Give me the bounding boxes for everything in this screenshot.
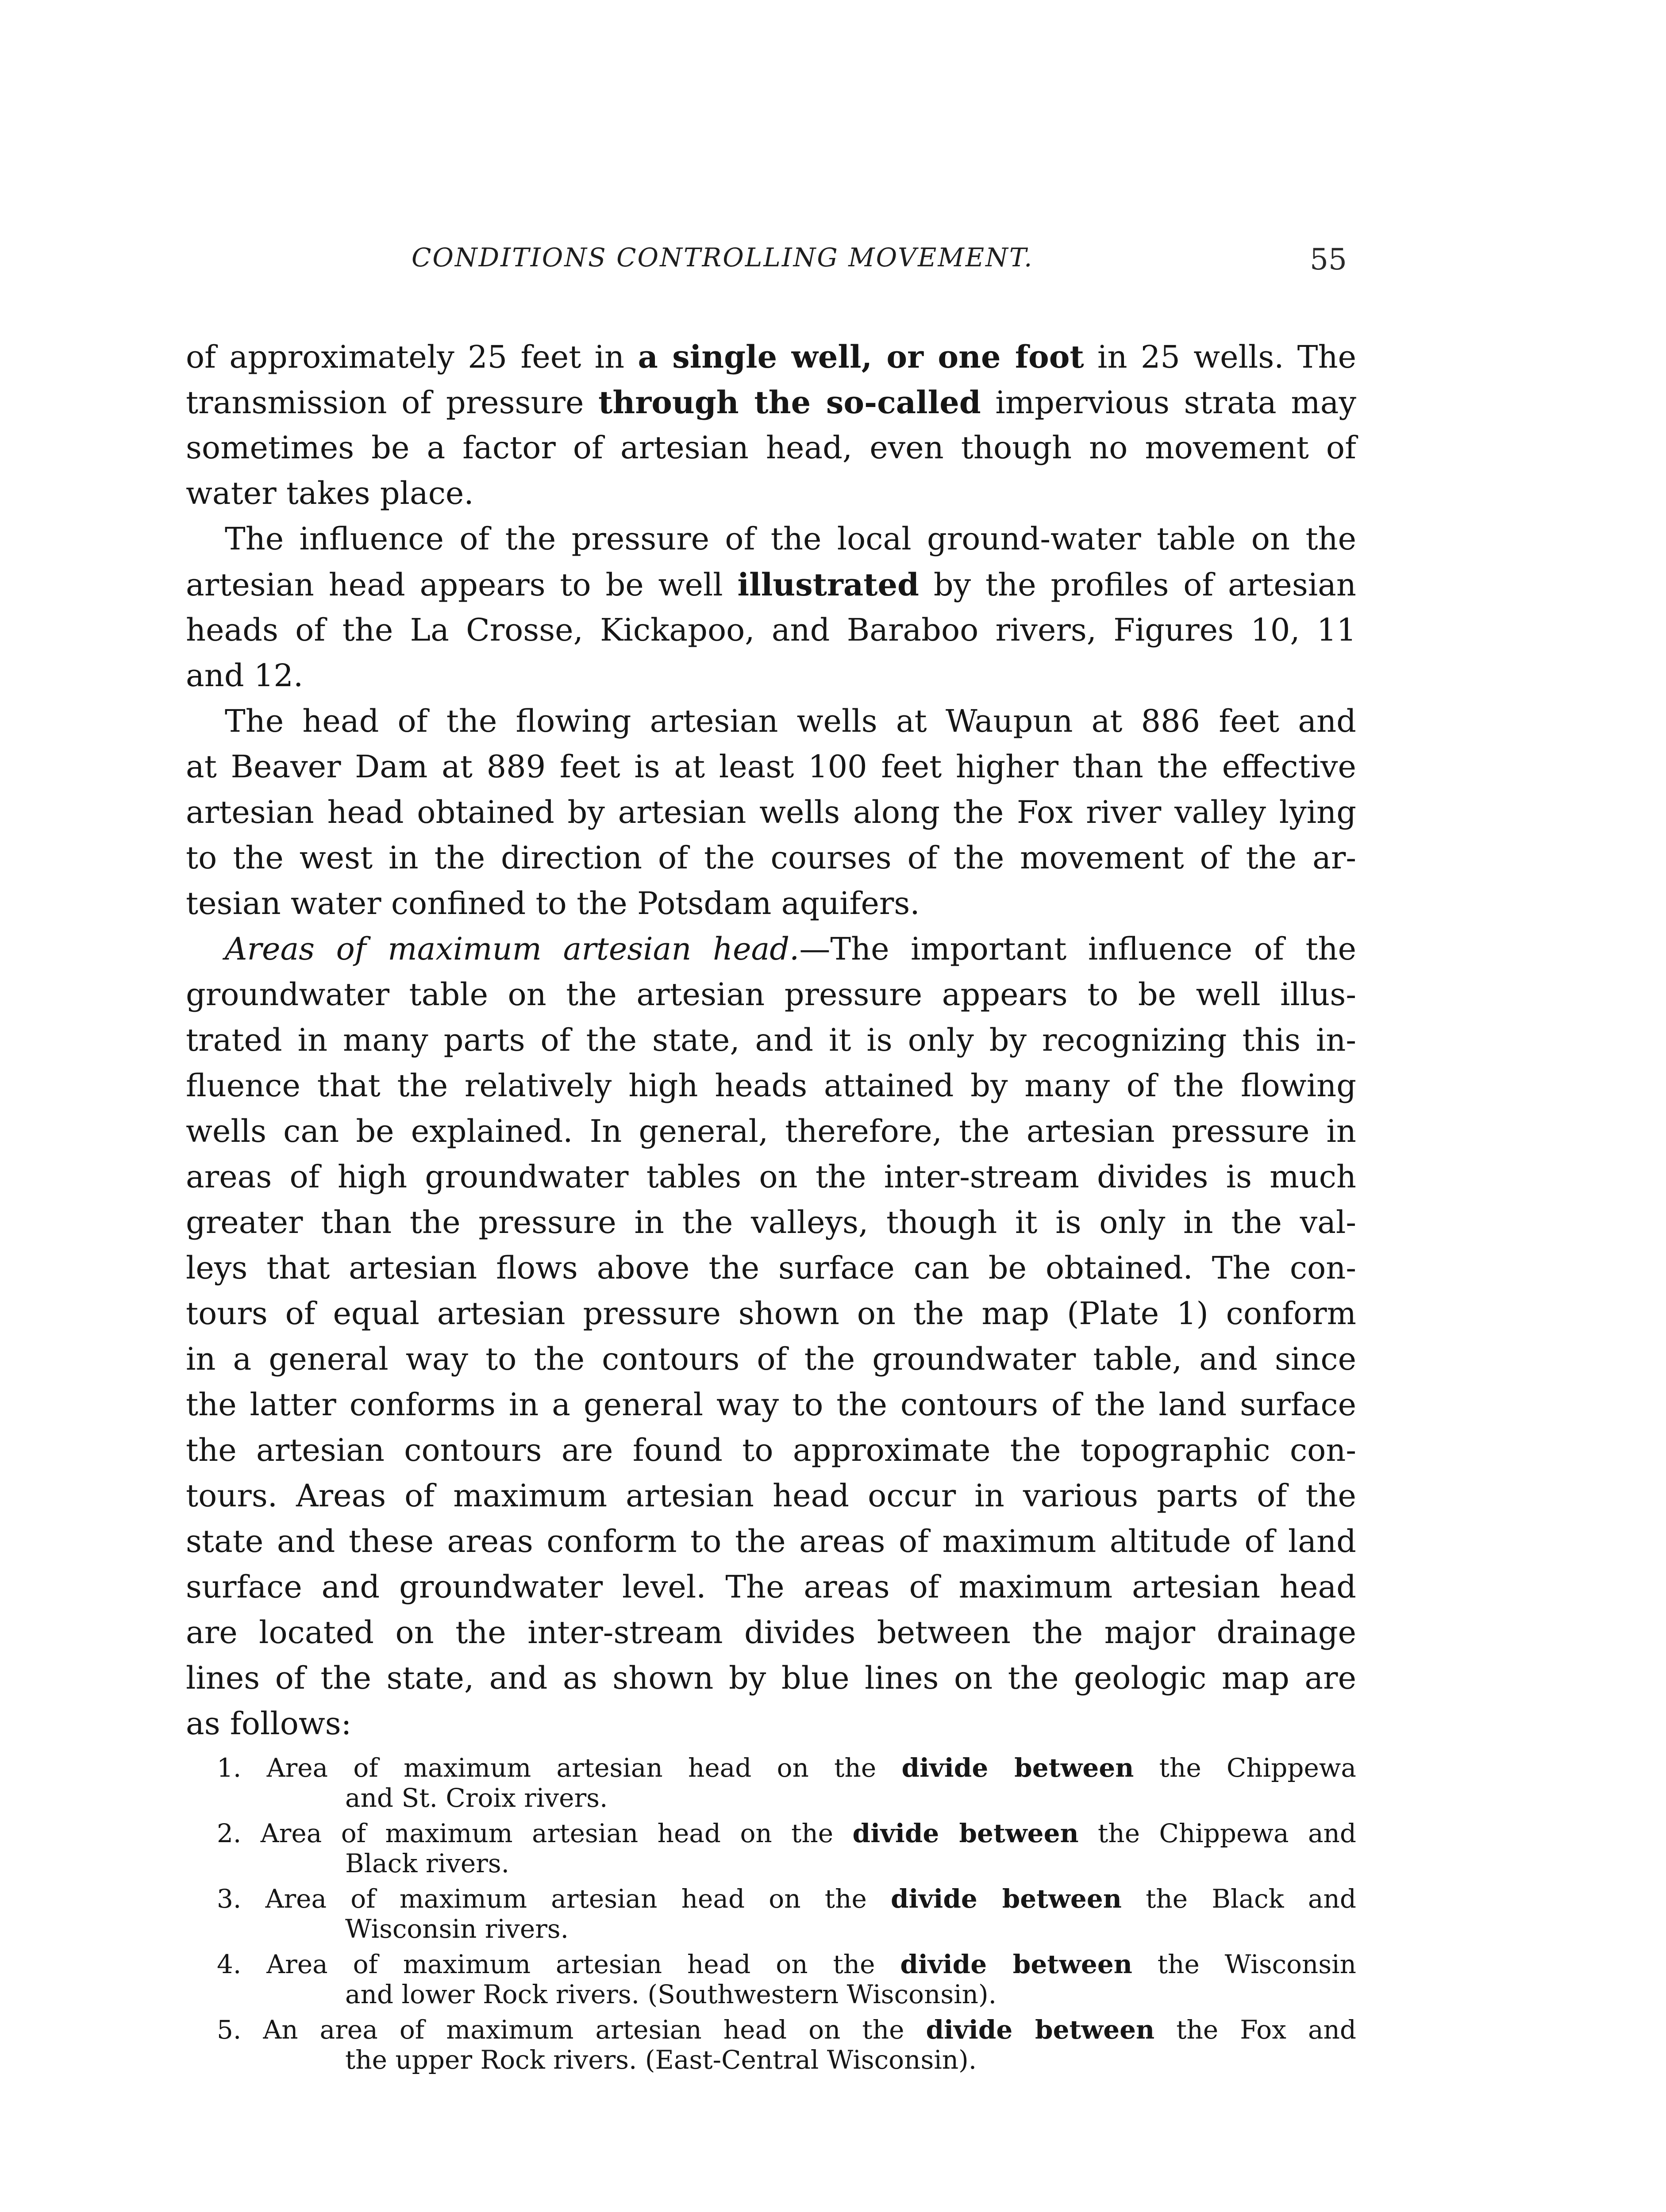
list-number: 2. [217,1818,242,1848]
text-line: areas of high groundwater tables on the inter-stream divides is much [186,1159,1356,1195]
text-line: leys that artesian flows above the surface can be obtained. The con- [186,1250,1356,1286]
text-line: of approximately 25 feet in a single well, or one foot in 25 wells. The [186,338,1356,375]
text-line: sometimes be a factor of artesian head, even though no movement of [186,430,1356,466]
text-line: groundwater table on the artesian pressure appears to be well illus- [186,976,1356,1013]
list-line: 1. Area of maximum artesian head on the divide between the Chippewa [217,1753,1357,1783]
text-line: in a general way to the contours of the groundwater table, and since [186,1341,1356,1377]
paragraph [186,334,1356,516]
list-number: 1. [217,1753,242,1783]
text-line: The influence of the pressure of the local ground-water table on the [225,521,1356,557]
list-line: and St. Croix rivers. [345,1783,608,1813]
list-line: Wisconsin rivers. [345,1914,569,1944]
text-line: artesian head obtained by artesian wells along the Fox river valley lying [186,794,1356,830]
text-line: trated in many parts of the state, and it is only by recognizing this in- [186,1022,1356,1058]
list-line: 3. Area of maximum artesian head on the divide between the Black and [217,1884,1356,1914]
text-line: the latter conforms in a general way to the contours of the land surface [186,1386,1356,1423]
list-item [217,2015,1356,2075]
text-line: state and these areas conform to the areas of maximum altitude of land [186,1523,1356,1559]
paragraph [186,926,1356,1747]
list-line: the upper Rock rivers. (East-Central Wisconsin). [345,2045,977,2075]
text-line: the artesian contours are found to approximate the topographic con- [186,1432,1356,1468]
text-line: as follows: [186,1705,352,1742]
list-line: Black rivers. [345,1848,510,1878]
running-head: CONDITIONS CONTROLLING MOVEMENT. [412,242,1034,273]
list-item [217,1949,1356,2009]
list-item [217,1884,1356,1944]
body-text [186,334,1356,1747]
text-line: tesian water confined to the Potsdam aquifers. [186,885,920,922]
text-line: lines of the state, and as shown by blue lines on the geologic map are [186,1660,1356,1696]
text-line: surface and groundwater level. The areas of maximum artesian head [186,1569,1356,1605]
list-item [217,1818,1356,1878]
text-line: are located on the inter-stream divides between the major drainage [186,1614,1356,1651]
paragraph [186,516,1356,699]
list-number: 3. [217,1884,242,1914]
text-line: fluence that the relatively high heads attained by many of the flowing [186,1068,1356,1104]
text-line: greater than the pressure in the valleys, though it is only in the val- [186,1204,1356,1240]
text-line: to the west in the direction of the courses of the movement of the ar- [186,840,1356,876]
text-line: and 12. [186,657,304,694]
list-line: and lower Rock rivers. (Southwestern Wisconsin). [345,1979,997,2009]
list-item [217,1753,1356,1813]
text-line: transmission of pressure through the so-called impervious strata may [186,384,1357,421]
text-line: The head of the flowing artesian wells at Waupun at 886 feet and [225,703,1356,739]
text-line: artesian head appears to be well illustrated by the profiles of artesian [186,566,1356,603]
page-number: 55 [1310,242,1347,276]
paragraph-heading: Areas of maximum artesian head. [225,931,800,967]
text-line: at Beaver Dam at 889 feet is at least 100 feet higher than the effective [186,749,1356,785]
text-line: water takes place. [186,475,474,511]
text-line: tours of equal artesian pressure shown on the map (Plate 1) conform [186,1295,1356,1332]
list-number: 5. [217,2015,242,2045]
divide-list [217,1753,1356,2080]
list-line: 4. Area of maximum artesian head on the divide between the Wisconsin [217,1949,1357,1979]
text-line: wells can be explained. In general, therefore, the artesian pressure in [186,1113,1356,1149]
text-line: heads of the La Crosse, Kickapoo, and Baraboo rivers, Figures 10, 11 [186,612,1356,648]
list-line: 2. Area of maximum artesian head on the divide between the Chippewa and [217,1818,1356,1848]
list-line: 5. An area of maximum artesian head on the divide between the Fox and [217,2015,1357,2045]
text-line: tours. Areas of maximum artesian head occur in various parts of the [186,1478,1356,1514]
text-line: Areas of maximum artesian head.—The important influence of the [225,931,1356,967]
paragraph [186,699,1356,926]
list-number: 4. [217,1949,242,1979]
